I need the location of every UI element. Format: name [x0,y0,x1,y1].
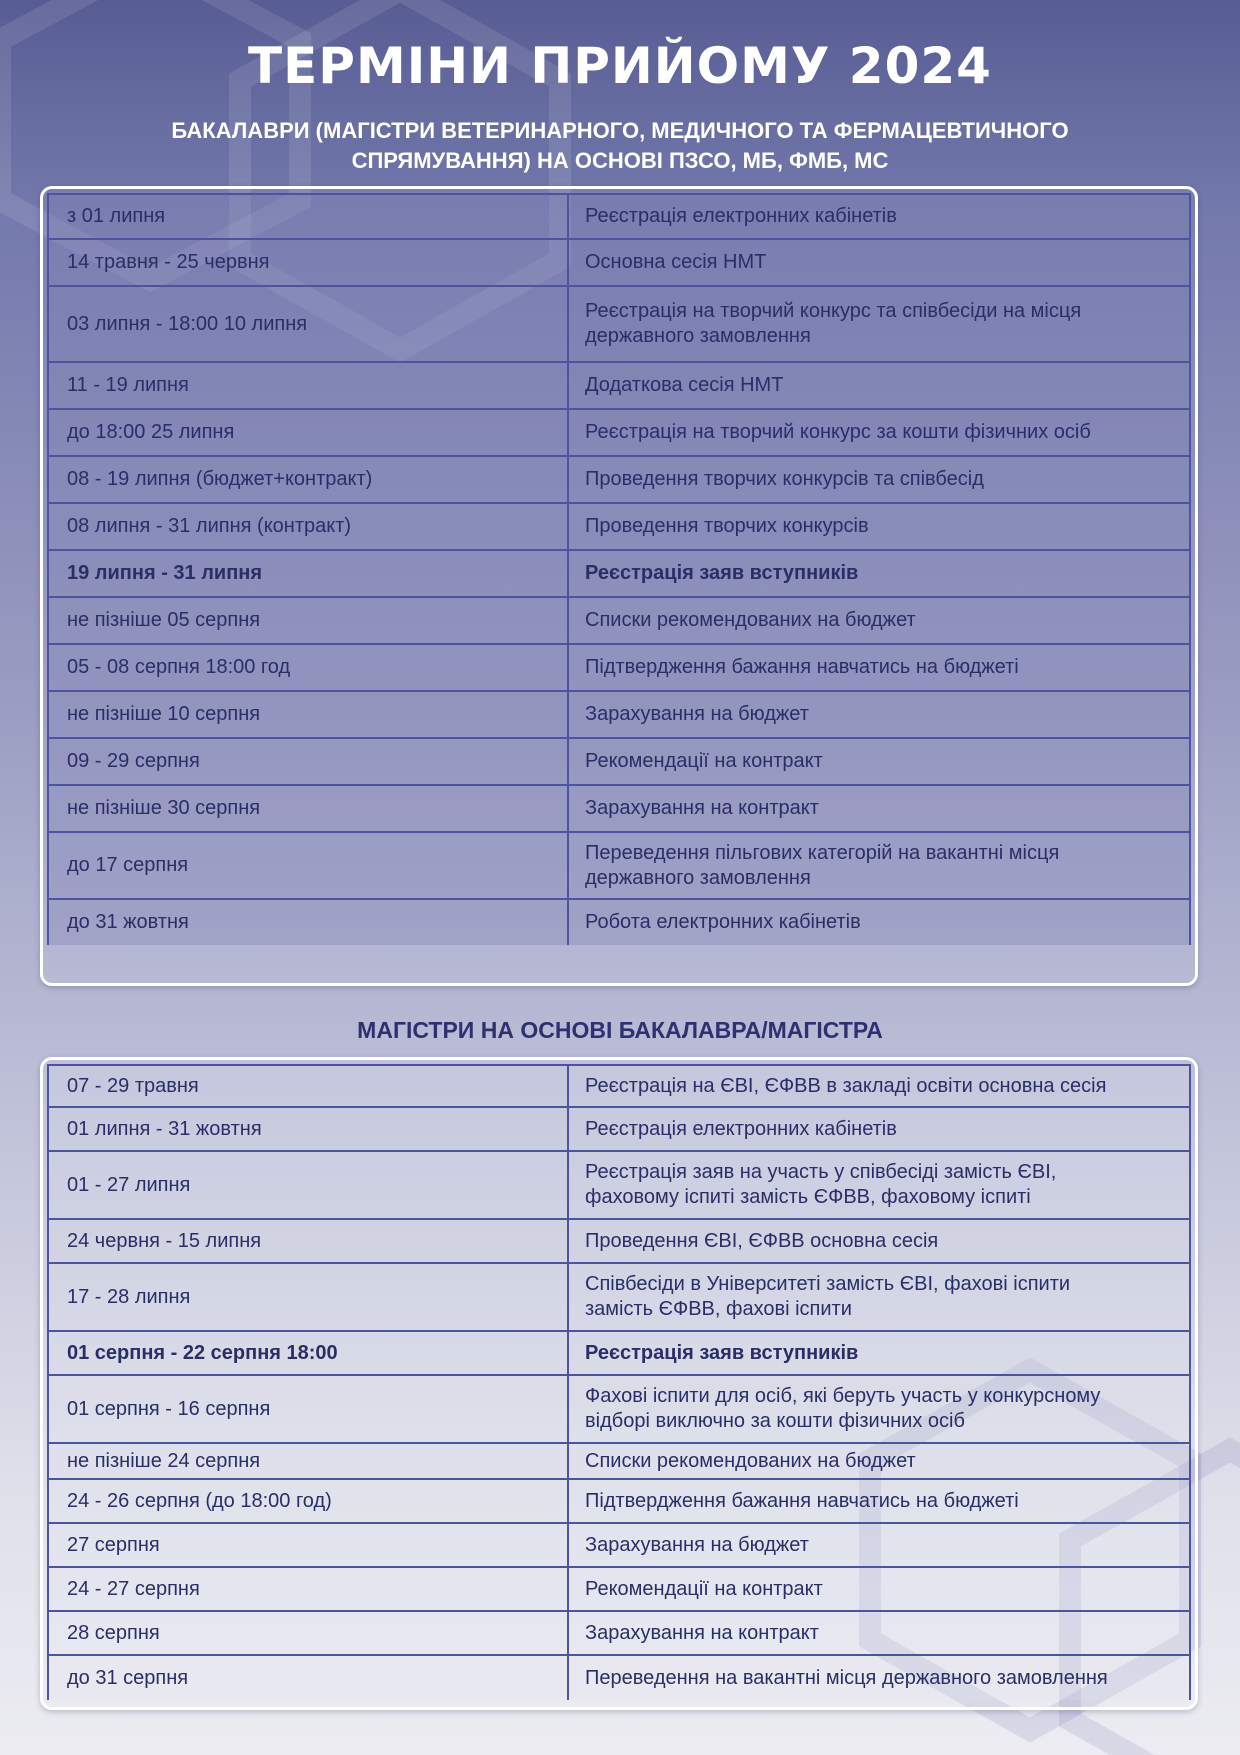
table-row [49,410,1189,457]
date-cell: не пізніше 30 серпня [49,786,569,831]
table-row [49,833,1189,900]
table-row [49,457,1189,504]
event-cell: Списки рекомендованих на бюджет [585,1449,916,1472]
date-cell: 28 серпня [49,1612,569,1654]
date-cell: 19 липня - 31 липня [49,551,569,596]
date-cell: 01 липня - 31 жовтня [49,1108,569,1150]
page-title: ТЕРМІНИ ПРИЙОМУ 2024 [248,37,992,95]
master-schedule-table [40,1057,1198,1710]
date-cell: до 31 жовтня [49,900,569,945]
event-cell: Реєстрація на творчий конкурс за кошти фізичних осіб [585,421,1091,443]
date-cell: 07 - 29 травня [49,1066,569,1106]
date-cell: 05 - 08 серпня 18:00 год [49,645,569,690]
event-cell: Фахові іспити для осіб, які беруть участь у конкурсному відборі виключно за кошти фізичних осіб [585,1385,1101,1432]
table-row [49,1656,1189,1700]
date-cell: 24 червня - 15 липня [49,1220,569,1262]
date-cell: 27 серпня [49,1524,569,1566]
date-cell: до 31 серпня [49,1656,569,1700]
event-cell: Проведення творчих конкурсів та співбесід [585,468,984,490]
table-row [49,1376,1189,1444]
date-cell: 08 - 19 липня (бюджет+контракт) [49,457,569,502]
table-row [49,692,1189,739]
date-cell: не пізніше 05 серпня [49,598,569,643]
table-row [49,193,1189,240]
event-cell: Реєстрація на ЄВІ, ЄФВВ в закладі освіти основна сесія [585,1074,1107,1097]
event-cell: Проведення ЄВІ, ЄФВВ основна сесія [585,1229,939,1252]
table-row [49,363,1189,410]
event-cell: Співбесіди в Університеті замість ЄВІ, фахові іспити замість ЄФВВ, фахові іспити [585,1273,1071,1320]
date-cell: 09 - 29 серпня [49,739,569,784]
master-section-title: МАГІСТРИ НА ОСНОВІ БАКАЛАВРА/МАГІСТРА [357,1017,883,1043]
table-row [49,1064,1189,1108]
table-row [49,1332,1189,1376]
table-row [49,739,1189,786]
event-cell: Переведення пільгових категорій на вакантні місця державного замовлення [585,841,1060,889]
table-row [49,551,1189,598]
event-cell: Переведення на вакантні місця державного замовлення [585,1666,1108,1689]
date-cell: 17 - 28 липня [49,1264,569,1330]
table-row [49,1152,1189,1220]
date-cell: 14 травня - 25 червня [49,240,569,285]
table-row [49,504,1189,551]
table-row [49,1108,1189,1152]
event-cell: Зарахування на контракт [585,797,819,819]
date-cell: 24 - 26 серпня (до 18:00 год) [49,1480,569,1522]
table-row [49,1480,1189,1524]
date-cell: 11 - 19 липня [49,363,569,408]
event-cell: Рекомендації на контракт [585,750,823,772]
table-row [49,1264,1189,1332]
table-row [49,1444,1189,1480]
date-cell: 01 - 27 липня [49,1152,569,1218]
table-row [49,900,1189,945]
table-row [49,598,1189,645]
bachelor-section-subtitle: БАКАЛАВРИ (МАГІСТРИ ВЕТЕРИНАРНОГО, МЕДИЧНОГО ТА ФЕРМАЦЕВТИЧНОГО СПРЯМУВАННЯ) НА ОСНОВІ ПЗСО, МБ, ФМБ, МС [171,118,1069,173]
date-cell: 03 липня - 18:00 10 липня [49,287,569,361]
table-row [49,1612,1189,1656]
event-cell: Реєстрація на творчий конкурс та співбесіди на місця державного замовлення [585,300,1082,347]
date-cell: не пізніше 10 серпня [49,692,569,737]
event-cell: Реєстрація заяв вступників [585,1341,859,1364]
event-cell: Реєстрація заяв вступників [585,562,859,584]
bachelor-schedule-rows [47,193,1191,945]
event-cell: Підтвердження бажання навчатись на бюджеті [585,1489,1019,1512]
bachelor-schedule-table [40,186,1198,986]
event-cell: Зарахування на контракт [585,1621,819,1644]
table-row [49,1568,1189,1612]
date-cell: не пізніше 24 серпня [49,1444,569,1478]
event-cell: Проведення творчих конкурсів [585,515,869,537]
table-row [49,786,1189,833]
table-row [49,240,1189,287]
event-cell: Списки рекомендованих на бюджет [585,609,916,631]
master-schedule-rows [47,1064,1191,1700]
date-cell: до 17 серпня [49,833,569,898]
event-cell: Реєстрація заяв на участь у співбесіді замість ЄВІ, фаховому іспиті замість ЄФВВ, фаховому іспиті [585,1161,1057,1208]
event-cell: Основна сесія НМТ [585,251,767,273]
event-cell: Реєстрація електронних кабінетів [585,1117,897,1140]
date-cell: 08 липня - 31 липня (контракт) [49,504,569,549]
date-cell: з 01 липня [49,195,569,238]
event-cell: Рекомендації на контракт [585,1577,823,1600]
date-cell: до 18:00 25 липня [49,410,569,455]
event-cell: Робота електронних кабінетів [585,911,861,933]
date-cell: 24 - 27 серпня [49,1568,569,1610]
event-cell: Підтвердження бажання навчатись на бюджеті [585,656,1019,678]
table-row [49,1524,1189,1568]
table-row [49,287,1189,363]
event-cell: Зарахування на бюджет [585,1533,809,1556]
event-cell: Зарахування на бюджет [585,703,809,725]
event-cell: Додаткова сесія НМТ [585,374,784,396]
table-row [49,645,1189,692]
event-cell: Реєстрація електронних кабінетів [585,205,897,227]
table-row [49,1220,1189,1264]
date-cell: 01 серпня - 22 серпня 18:00 [49,1332,569,1374]
date-cell: 01 серпня - 16 серпня [49,1376,569,1442]
